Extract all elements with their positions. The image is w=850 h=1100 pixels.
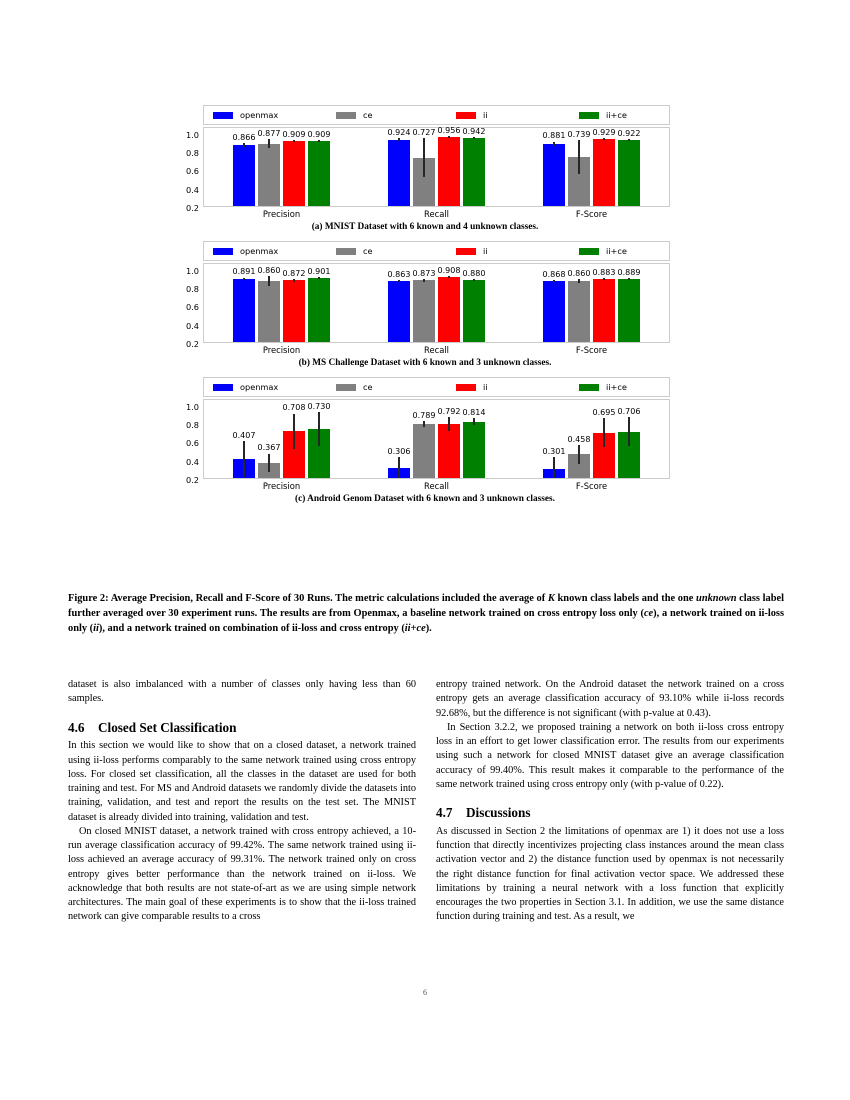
x-axis-tick-label: Precision xyxy=(262,209,301,219)
bar-ii-recall xyxy=(438,424,460,478)
error-bar xyxy=(628,278,629,280)
error-bar xyxy=(318,140,319,143)
legend-swatch-openmax xyxy=(213,248,233,255)
legend-swatch-iice xyxy=(579,112,599,119)
legend-label-ce: ce xyxy=(363,382,373,392)
bar-value-label: 0.877 xyxy=(257,129,281,139)
legend-swatch-ce xyxy=(336,112,356,119)
figure-caption-unknown: unknown xyxy=(696,593,737,604)
bar-ii-ce-f-score xyxy=(618,279,640,342)
error-bar xyxy=(423,279,424,282)
bar-value-label: 0.730 xyxy=(307,402,331,412)
section-heading-closed-set-classification xyxy=(68,720,416,736)
error-bar xyxy=(603,278,604,280)
error-bar xyxy=(268,276,269,286)
figure-2 xyxy=(65,105,785,504)
figure-caption-part5: ), and a network trained on combination of ii-loss and cross entropy ( xyxy=(98,622,405,634)
error-bar xyxy=(398,280,399,282)
error-bar xyxy=(243,143,244,147)
subcaption-c: (c) Android Genom Dataset with 6 known and 3 unknown classes. xyxy=(295,494,555,504)
bar-openmax-f-score xyxy=(543,281,565,342)
error-bar xyxy=(318,277,319,279)
bar-openmax-recall xyxy=(388,281,410,342)
error-bar xyxy=(398,457,399,478)
bar-value-label: 0.881 xyxy=(542,131,566,141)
bar-ce-recall xyxy=(413,280,435,342)
figure-caption-part6: ). xyxy=(425,622,432,634)
bar-value-label: 0.889 xyxy=(617,267,641,277)
bar-value-label: 0.301 xyxy=(542,446,566,456)
bar-ce-recall xyxy=(413,424,435,478)
bar-ii-precision xyxy=(283,141,305,206)
bar-openmax-f-score xyxy=(543,144,565,206)
error-bar xyxy=(243,441,244,477)
bar-value-label: 0.880 xyxy=(462,268,486,278)
bar-value-label: 0.789 xyxy=(412,410,436,420)
y-axis-tick-label: 0.4 xyxy=(185,456,199,467)
bar-value-label: 0.872 xyxy=(282,269,306,279)
legend-item-ce xyxy=(336,382,373,392)
bar-ii-ce-recall xyxy=(463,422,485,478)
bar-value-label: 0.924 xyxy=(387,127,411,137)
x-axis-tick-label: Recall xyxy=(424,345,449,355)
section-number: 4.7 xyxy=(436,805,453,820)
error-bar xyxy=(423,138,424,177)
legend-swatch-ce xyxy=(336,248,356,255)
legend-label-iice: ii+ce xyxy=(606,246,627,256)
x-axis-tick-label: Recall xyxy=(424,481,449,491)
bar-value-label: 0.922 xyxy=(617,128,641,138)
paragraph-closed-set-intro: In this section we would like to show that on a closed dataset, a network trained using ii-loss performs comparably to the same network trained using cross entropy loss. For closed set classification, all the classes in the dataset are used for both training and test. For MS and Android datasets we randomly divide the datasets into training, validation, and test and report the results on the test set. The MNIST dataset is already divided into training, validation and test. xyxy=(68,740,416,823)
bar-ii-f-score xyxy=(593,139,615,206)
bar-value-label: 0.942 xyxy=(462,126,486,136)
chart-legend-c xyxy=(203,377,670,397)
paragraph-android-results: entropy trained network. On the Android dataset the network trained on a cross entropy gets an average classification accuracy of 93.10% while ii-loss records 92.68%, but the difference is not significant (with p-value at 0.43). xyxy=(436,679,784,719)
y-axis-tick-label: 0.2 xyxy=(185,203,199,213)
figure-caption-part3: class label further averaged over 30 experiment runs. The results are from Openmax, a baseline network trained on cross entropy loss only ( xyxy=(68,593,784,619)
error-bar xyxy=(628,139,629,141)
error-bar xyxy=(603,418,604,446)
subcaption-a: (a) MNIST Dataset with 6 known and 4 unknown classes. xyxy=(311,222,539,232)
y-axis-tick-label: 0.2 xyxy=(185,339,199,349)
section-title: Closed Set Classification xyxy=(98,719,237,735)
legend-item-ii xyxy=(456,382,488,392)
bar-value-label: 0.908 xyxy=(437,266,461,276)
y-axis-tick-label: 0.8 xyxy=(185,147,199,158)
bar-value-label: 0.860 xyxy=(257,266,281,276)
y-axis-c xyxy=(180,399,201,485)
legend-label-ii: ii xyxy=(483,110,488,120)
legend-item-openmax xyxy=(213,382,278,392)
bar-ce-precision xyxy=(258,144,280,206)
error-bar xyxy=(578,445,579,463)
error-bar xyxy=(628,417,629,446)
bar-ii-ce-precision xyxy=(308,278,330,342)
page-number: 6 xyxy=(423,988,427,997)
error-bar xyxy=(268,454,269,472)
plot-area-b xyxy=(203,263,670,355)
y-axis-b xyxy=(180,263,201,349)
legend-label-openmax: openmax xyxy=(240,382,279,392)
legend-item-ce xyxy=(336,246,373,256)
legend-label-iice: ii+ce xyxy=(606,110,627,120)
bar-openmax-precision xyxy=(233,145,255,206)
y-axis-tick-label: 0.8 xyxy=(185,283,199,294)
body-column-left xyxy=(68,678,416,925)
legend-swatch-iice xyxy=(579,248,599,255)
legend-swatch-ii xyxy=(456,248,476,255)
chart-legend-a xyxy=(203,105,670,125)
chart-legend-b xyxy=(203,241,670,261)
paragraph-mnist-closed-results: On closed MNIST dataset, a network trained with cross entropy achieved, a 10-run average classification accuracy of 99.42%. The same network trained using ii-loss achieved an average accuracy of 99.31%. The network trained only on cross entropy gives better performance than the network trained on ii-loss. We acknowledge that both results are not state-of-art as we are using simple network architectures. The main goal of these experiments is to show that the ii-loss trained network can give comparable results to a cross xyxy=(68,825,416,923)
legend-label-iice: ii+ce xyxy=(606,382,627,392)
bar-ce-f-score xyxy=(568,281,590,342)
legend-item-openmax xyxy=(213,246,278,256)
legend-label-ce: ce xyxy=(363,246,373,256)
error-bar xyxy=(398,138,399,141)
legend-swatch-ii xyxy=(456,112,476,119)
figure-caption-part2: known class labels and the one xyxy=(554,593,697,604)
bar-ii-ce-f-score xyxy=(618,140,640,206)
body-column-right xyxy=(436,678,784,925)
y-axis-tick-label: 1.0 xyxy=(185,129,199,140)
error-bar xyxy=(603,138,604,140)
error-bar xyxy=(448,417,449,431)
y-axis-tick-label: 0.6 xyxy=(185,166,199,177)
legend-swatch-openmax xyxy=(213,384,233,391)
bar-value-label: 0.909 xyxy=(282,129,306,139)
y-axis-tick-label: 0.4 xyxy=(185,184,199,195)
subfigure-a xyxy=(180,105,670,232)
error-bar xyxy=(473,137,474,139)
bar-ii-precision xyxy=(283,280,305,342)
bar-value-label: 0.863 xyxy=(387,270,411,280)
bar-value-label: 0.891 xyxy=(232,267,256,277)
y-axis-tick-label: 1.0 xyxy=(185,265,199,276)
subcaption-b: (b) MS Challenge Dataset with 6 known and 3 unknown classes. xyxy=(298,358,552,368)
bar-value-label: 0.956 xyxy=(437,125,461,135)
bar-ii-ce-recall xyxy=(463,280,485,342)
error-bar xyxy=(553,280,554,282)
section-title: Discussions xyxy=(466,805,531,820)
bar-value-label: 0.860 xyxy=(567,269,591,279)
error-bar xyxy=(268,139,269,148)
bar-ii-f-score xyxy=(593,279,615,342)
figure-caption-k: K xyxy=(547,593,555,604)
y-axis-tick-label: 0.4 xyxy=(185,320,199,331)
bar-value-label: 0.695 xyxy=(592,408,616,418)
error-bar xyxy=(293,414,294,450)
error-bar xyxy=(318,412,319,446)
y-axis-tick-label: 1.0 xyxy=(185,401,199,412)
bar-ii-recall xyxy=(438,137,460,206)
figure-caption-ii: ii xyxy=(93,622,99,634)
error-bar xyxy=(448,136,449,138)
x-axis-tick-label: Precision xyxy=(262,345,301,355)
bar-value-label: 0.814 xyxy=(462,407,486,417)
bar-value-label: 0.706 xyxy=(617,406,641,416)
error-bar xyxy=(293,279,294,282)
bar-value-label: 0.873 xyxy=(412,268,436,278)
legend-item-iice xyxy=(579,382,627,392)
paragraph-dataset-imbalance: dataset is also imbalanced with a number of classes only having less than 60 samples. xyxy=(68,679,416,705)
bar-value-label: 0.727 xyxy=(412,127,436,137)
figure-caption xyxy=(68,592,784,636)
x-axis-tick-label: F-Score xyxy=(575,345,608,355)
paragraph-discussion-openmax-limitations: As discussed in Section 2 the limitations of openmax are 1) it does not use a loss function that directly incentivizes projecting class instances around the mean class activation vector and 2) the distance function used by openmax is not necessarily the right distance function for final activation vector space. We addressed these limitations by training a neural network with a loss function that explicitly encourages the two properties in Section 3.1. In addition, we use the same distance function during training and test. As a result, we xyxy=(436,825,784,923)
error-bar xyxy=(243,278,244,280)
legend-label-ce: ce xyxy=(363,110,373,120)
bar-ii-ce-precision xyxy=(308,141,330,206)
y-axis-tick-label: 0.6 xyxy=(185,438,199,449)
legend-label-ii: ii xyxy=(483,246,488,256)
error-bar xyxy=(578,279,579,283)
bar-value-label: 0.868 xyxy=(542,269,566,279)
bar-openmax-recall xyxy=(388,140,410,206)
legend-swatch-ce xyxy=(336,384,356,391)
bar-value-label: 0.367 xyxy=(257,443,281,453)
bar-value-label: 0.901 xyxy=(307,266,331,276)
legend-item-ii xyxy=(456,246,488,256)
legend-item-ii xyxy=(456,110,488,120)
x-axis-tick-label: Recall xyxy=(424,209,449,219)
bar-value-label: 0.407 xyxy=(232,431,256,441)
error-bar xyxy=(473,418,474,425)
legend-item-iice xyxy=(579,110,627,120)
error-bar xyxy=(293,140,294,142)
bar-value-label: 0.306 xyxy=(387,446,411,456)
x-axis-tick-label: Precision xyxy=(262,481,301,491)
y-axis-tick-label: 0.6 xyxy=(185,302,199,313)
bar-value-label: 0.708 xyxy=(282,403,306,413)
bar-ii-ce-recall xyxy=(463,138,485,206)
bar-value-label: 0.458 xyxy=(567,435,591,445)
legend-item-iice xyxy=(579,246,627,256)
subfigure-b xyxy=(180,241,670,368)
legend-item-ce xyxy=(336,110,373,120)
figure-caption-iice: ii+ce xyxy=(404,622,426,634)
bar-value-label: 0.739 xyxy=(567,129,591,139)
error-bar xyxy=(423,421,424,427)
y-axis-tick-label: 0.2 xyxy=(185,475,199,485)
bar-value-label: 0.909 xyxy=(307,129,331,139)
plot-wrapper-c xyxy=(180,399,670,491)
section-heading-discussions xyxy=(436,805,784,821)
legend-swatch-ii xyxy=(456,384,476,391)
error-bar xyxy=(553,457,554,478)
bar-value-label: 0.929 xyxy=(592,128,616,137)
error-bar xyxy=(553,142,554,146)
legend-label-openmax: openmax xyxy=(240,110,279,120)
section-number: 4.6 xyxy=(68,719,85,735)
y-axis-a xyxy=(180,127,201,213)
legend-swatch-openmax xyxy=(213,112,233,119)
bar-ii-recall xyxy=(438,277,460,342)
paragraph-combined-loss-results: In Section 3.2.2, we proposed training a network on both ii-loss cross entropy loss in an effort to get lower classification error. The results from our experiments using such a network for closed MNIST dataset give an average classification accuracy of 99.40%. This result makes it comparable to the performance of the same network trained using cross entropy only (with p-value of 0.22). xyxy=(436,721,784,790)
error-bar xyxy=(448,276,449,278)
plot-wrapper-a xyxy=(180,127,670,219)
legend-item-openmax xyxy=(213,110,278,120)
figure-caption-ce: ce xyxy=(643,607,654,619)
subfigure-c xyxy=(180,377,670,504)
x-axis-tick-label: F-Score xyxy=(575,209,608,219)
figure-caption-part4: ), a network trained on ii-loss only ( xyxy=(68,607,784,634)
x-axis-tick-label: F-Score xyxy=(575,481,608,491)
bar-value-label: 0.883 xyxy=(592,268,616,278)
bar-value-label: 0.866 xyxy=(232,132,256,142)
y-axis-tick-label: 0.8 xyxy=(185,419,199,430)
error-bar xyxy=(473,279,474,281)
plot-area-c xyxy=(203,399,670,491)
legend-label-ii: ii xyxy=(483,382,488,392)
plot-wrapper-b xyxy=(180,263,670,355)
legend-label-openmax: openmax xyxy=(240,246,279,256)
bar-ce-precision xyxy=(258,281,280,342)
plot-area-a xyxy=(203,125,670,219)
error-bar xyxy=(578,140,579,174)
figure-caption-part1: Figure 2: Average Precision, Recall and F-Score of 30 Runs. The metric calculations included the average of xyxy=(68,593,548,604)
bar-value-label: 0.792 xyxy=(437,406,461,416)
bar-openmax-precision xyxy=(233,279,255,342)
legend-swatch-iice xyxy=(579,384,599,391)
